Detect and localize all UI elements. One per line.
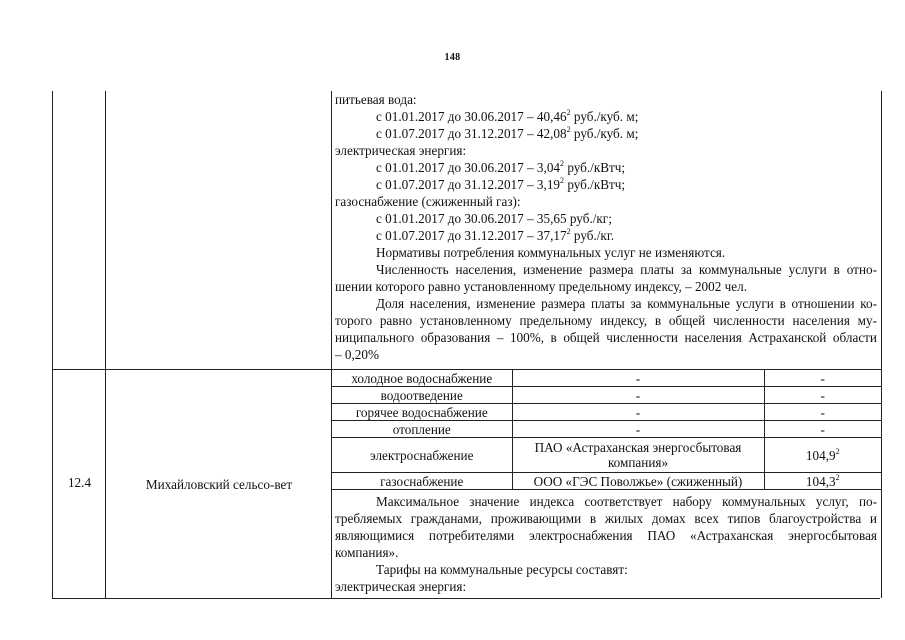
service-index: - (764, 404, 881, 421)
service-provider: ООО «ГЭС Поволжье» (сжиженный) (512, 473, 764, 490)
service-row (332, 421, 881, 438)
max-index-text-line1: Максимальное значение индекса соответствует набору коммунальных услуг, по- (376, 494, 877, 509)
service-provider: - (512, 404, 764, 421)
electricity-heading: электрическая энергия: (335, 143, 467, 158)
service-index: - (764, 370, 881, 387)
water-tariff-h1: с 01.01.2017 до 30.06.2017 – 40,46$^2$ руб./куб. м; (376, 108, 639, 124)
service-index: - (764, 387, 881, 404)
description-cell (331, 91, 882, 369)
service-name: электроснабжение (332, 438, 512, 473)
norms-text: Нормативы потребления коммунальных услуг не изменяются. (376, 245, 726, 260)
service-name: горячее водоснабжение (332, 404, 512, 421)
share-text-line2: торого равно установленному предельному индексу, в общей численности населения му- (335, 313, 877, 328)
service-row (332, 387, 881, 404)
service-name: холодное водоснабжение (332, 370, 512, 387)
table-row-12-4 (52, 369, 880, 599)
municipality-cell (105, 369, 332, 598)
service-name: водоотведение (332, 387, 512, 404)
service-index: - (764, 421, 881, 438)
population-text-line1: Численность населения, изменение размера платы за коммунальные услуги в отно- (376, 262, 877, 277)
service-row (332, 438, 881, 473)
service-index: 104,3$^2$ (764, 473, 881, 490)
service-row (332, 370, 881, 387)
share-text-line3: ниципального образования – 100%, в общей численности населения Астраханской области (335, 330, 877, 345)
electricity-tariff-h2: с 01.07.2017 до 31.12.2017 – 3,19$^2$ руб./кВтч; (376, 176, 626, 192)
max-index-text-line4: компания». (335, 545, 399, 560)
service-provider: - (512, 421, 764, 438)
number-cell (52, 91, 106, 369)
description-cell (331, 369, 882, 598)
max-index-text-line3: являющимися потребителями электроснабжения ПАО «Астраханская энергосбытовая (335, 528, 877, 543)
service-row (332, 404, 881, 421)
water-heading: питьевая вода: (335, 92, 417, 107)
service-provider: ПАО «Астраханская энергосбытовая компания» (512, 438, 764, 473)
share-text-line1: Доля населения, изменение размера платы за коммунальные услуги в отношении ко- (376, 296, 877, 311)
tariffs-heading: Тарифы на коммунальные ресурсы составят: (376, 562, 628, 577)
gas-tariff-h2: с 01.07.2017 до 31.12.2017 – 37,17$^2$ руб./кг. (376, 227, 615, 243)
share-text-line4: – 0,20% (335, 347, 379, 362)
gas-tariff-h1: с 01.01.2017 до 30.06.2017 – 35,65 руб./кг; (376, 211, 612, 226)
gas-heading: газоснабжение (сжиженный газ): (335, 194, 521, 209)
service-row (332, 473, 881, 490)
service-name: газоснабжение (332, 473, 512, 490)
service-index: 104,9$^2$ (764, 438, 881, 473)
municipality-name: Михайловский сельсо-вет (145, 477, 293, 492)
max-index-text-line2: требляемых гражданами, проживающими в жилых домах всех типов благоустройства и (335, 511, 877, 526)
row-number: 12.4 (67, 475, 92, 490)
population-text-line2: шении которого равно установленному предельному индексу, – 2002 чел. (335, 279, 748, 294)
electricity-heading: электрическая энергия: (335, 579, 467, 594)
municipality-cell (105, 91, 332, 369)
service-name: отопление (332, 421, 512, 438)
service-provider: - (512, 370, 764, 387)
number-cell (52, 369, 106, 598)
electricity-tariff-h1: с 01.01.2017 до 30.06.2017 – 3,04$^2$ руб./кВтч; (376, 159, 626, 175)
service-provider: - (512, 387, 764, 404)
page-number: 148 (444, 52, 461, 63)
table-row-12-3-continuation (52, 91, 880, 369)
services-table (332, 370, 881, 490)
water-tariff-h2: с 01.07.2017 до 31.12.2017 – 42,08$^2$ руб./куб. м; (376, 125, 639, 141)
